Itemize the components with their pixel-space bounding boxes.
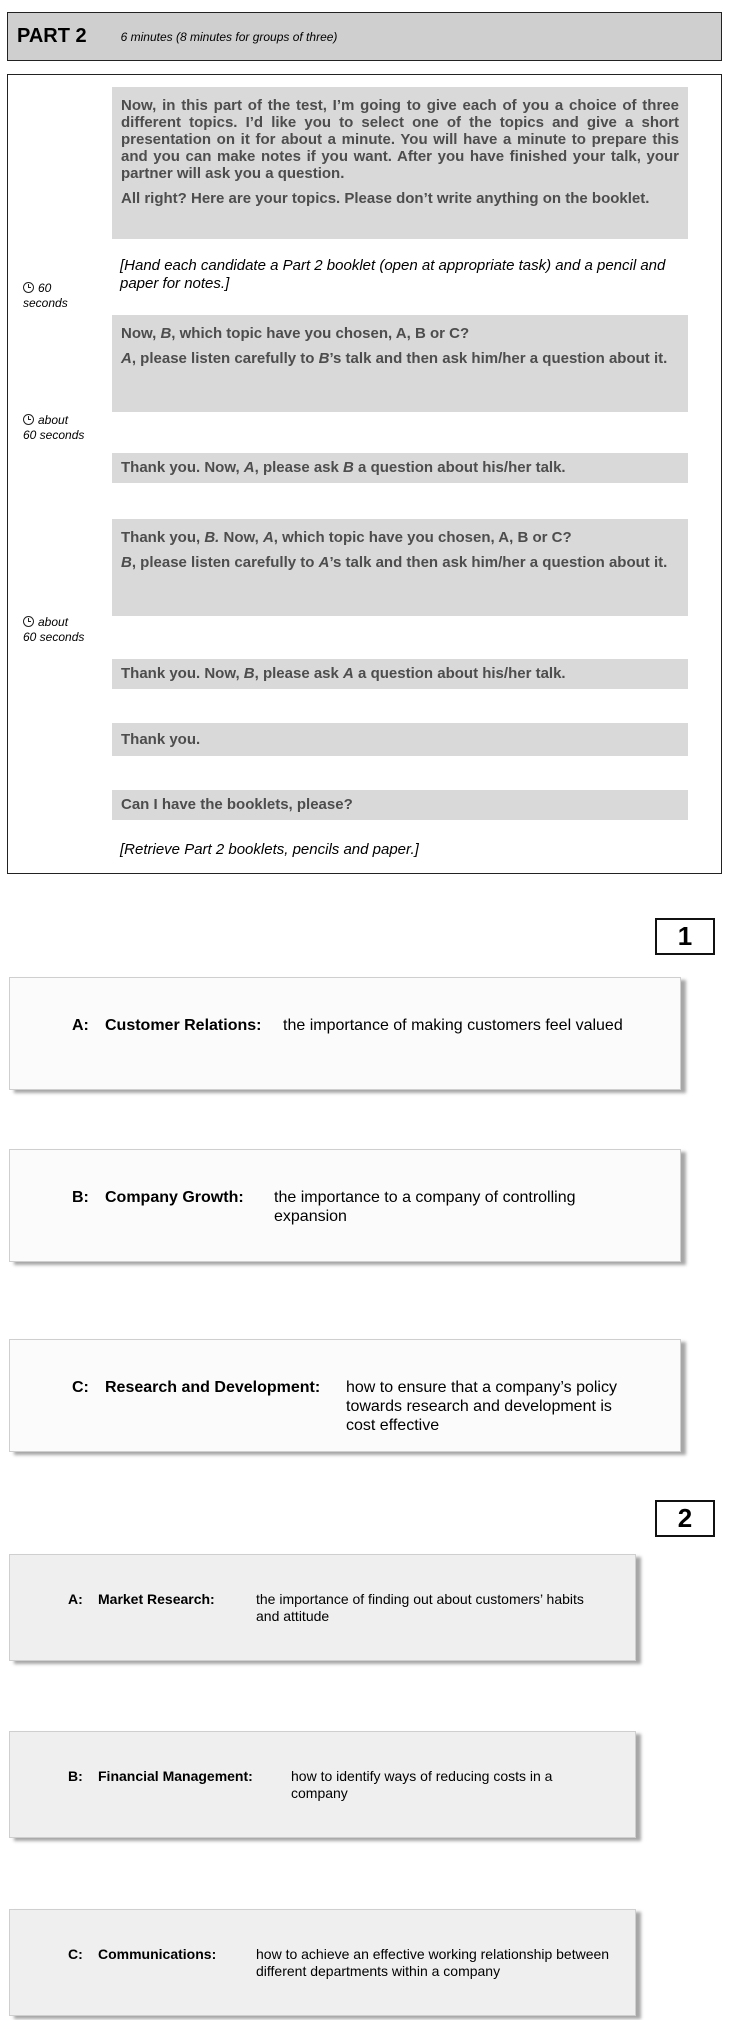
topic-name: Research and Development:	[105, 1379, 321, 1396]
timer-about-60-seconds	[23, 413, 84, 443]
topic-description: how to identify ways of reducing costs in a company	[291, 1768, 553, 1801]
topic-letter: A:	[72, 1017, 89, 1034]
task2-topic-b-card	[9, 1731, 636, 1838]
part-header	[7, 12, 722, 61]
intro-paragraph-2: All right? Here are your topics. Please don’t write anything on the booklet.	[121, 190, 650, 207]
task1-topic-c-card	[9, 1339, 681, 1452]
topic-letter: C:	[72, 1379, 89, 1396]
timer-unit: seconds	[23, 296, 68, 310]
part-timing: 6 minutes (8 minutes for groups of three)	[120, 29, 338, 44]
task2-topic-c-card	[9, 1909, 636, 2016]
topic-description: the importance to a company of controlling expansion	[274, 1189, 576, 1225]
hand-booklet-instruction: [Hand each candidate a Part 2 booklet (open at appropriate task) and a pencil and paper for notes.]	[120, 257, 666, 292]
examiner-script	[7, 74, 722, 874]
ask-question-a-line: Thank you. Now, A, please ask B a question about his/her talk.	[121, 459, 566, 476]
timer-value: about	[38, 615, 69, 629]
topic-description: how to ensure that a company’s policy towards research and development is cost effective	[346, 1379, 617, 1434]
task-number-2: 2	[655, 1500, 715, 1537]
timer-value: about	[38, 413, 69, 427]
choose-topic-a-block	[112, 519, 688, 616]
thank-you-block	[112, 723, 688, 756]
intro-block	[112, 87, 688, 239]
task1-topic-a-card	[9, 977, 681, 1090]
clock-icon	[23, 616, 34, 627]
ask-question-b-block	[112, 659, 688, 689]
ask-question-a-block	[112, 453, 688, 483]
ask-question-b-line: Thank you. Now, B, please ask A a question about his/her talk.	[121, 665, 566, 682]
topic-name: Company Growth:	[105, 1189, 244, 1206]
clock-icon	[23, 414, 34, 425]
topic-letter: A:	[68, 1591, 83, 1607]
part-title: PART 2	[17, 25, 87, 47]
topic-description: the importance of making customers feel valued	[283, 1017, 623, 1034]
choose-topic-b-line: Now, B, which topic have you chosen, A, B or C?	[121, 325, 470, 342]
retrieve-instruction: [Retrieve Part 2 booklets, pencils and paper.]	[120, 841, 419, 858]
timer-value: 60	[38, 281, 52, 295]
task-number-1: 1	[655, 918, 715, 955]
thank-you-text: Thank you.	[121, 731, 201, 748]
booklets-request-text: Can I have the booklets, please?	[121, 796, 353, 813]
timer-60-seconds	[23, 281, 68, 311]
timer-unit: 60 seconds	[23, 630, 85, 644]
topic-letter: B:	[68, 1768, 83, 1784]
choose-topic-a-line: Thank you, B. Now, A, which topic have you chosen, A, B or C?	[121, 529, 572, 546]
clock-icon	[23, 282, 34, 293]
topic-description: the importance of finding out about customers’ habits and attitude	[256, 1591, 584, 1624]
timer-about-60-seconds	[23, 615, 84, 645]
timer-unit: 60 seconds	[23, 428, 85, 442]
intro-paragraph-1: Now, in this part of the test, I’m going to give each of you a choice of three different topics. I’d like you to select one of the topics and give a short presentation on it for about a minute. You will have a minute to prepare this and you can make notes if you want. After you have finished your talk, your partner will ask you a question.	[121, 97, 679, 182]
topic-name: Market Research:	[98, 1591, 215, 1607]
booklets-request-block	[112, 790, 688, 820]
topic-description: how to achieve an effective working relationship between different departments within a company	[256, 1946, 610, 1979]
choose-topic-b-block	[112, 315, 688, 412]
topic-letter: C:	[68, 1946, 83, 1962]
topic-name: Financial Management:	[98, 1768, 253, 1784]
topic-name: Customer Relations:	[105, 1017, 262, 1034]
task1-topic-b-card	[9, 1149, 681, 1262]
listen-instruction-b-line: B, please listen carefully to A’s talk and then ask him/her a question about it.	[121, 554, 668, 571]
listen-instruction-a-line: A, please listen carefully to B’s talk and then ask him/her a question about it.	[121, 350, 668, 367]
topic-letter: B:	[72, 1189, 89, 1206]
task2-topic-a-card	[9, 1554, 636, 1661]
topic-name: Communications:	[98, 1946, 217, 1962]
